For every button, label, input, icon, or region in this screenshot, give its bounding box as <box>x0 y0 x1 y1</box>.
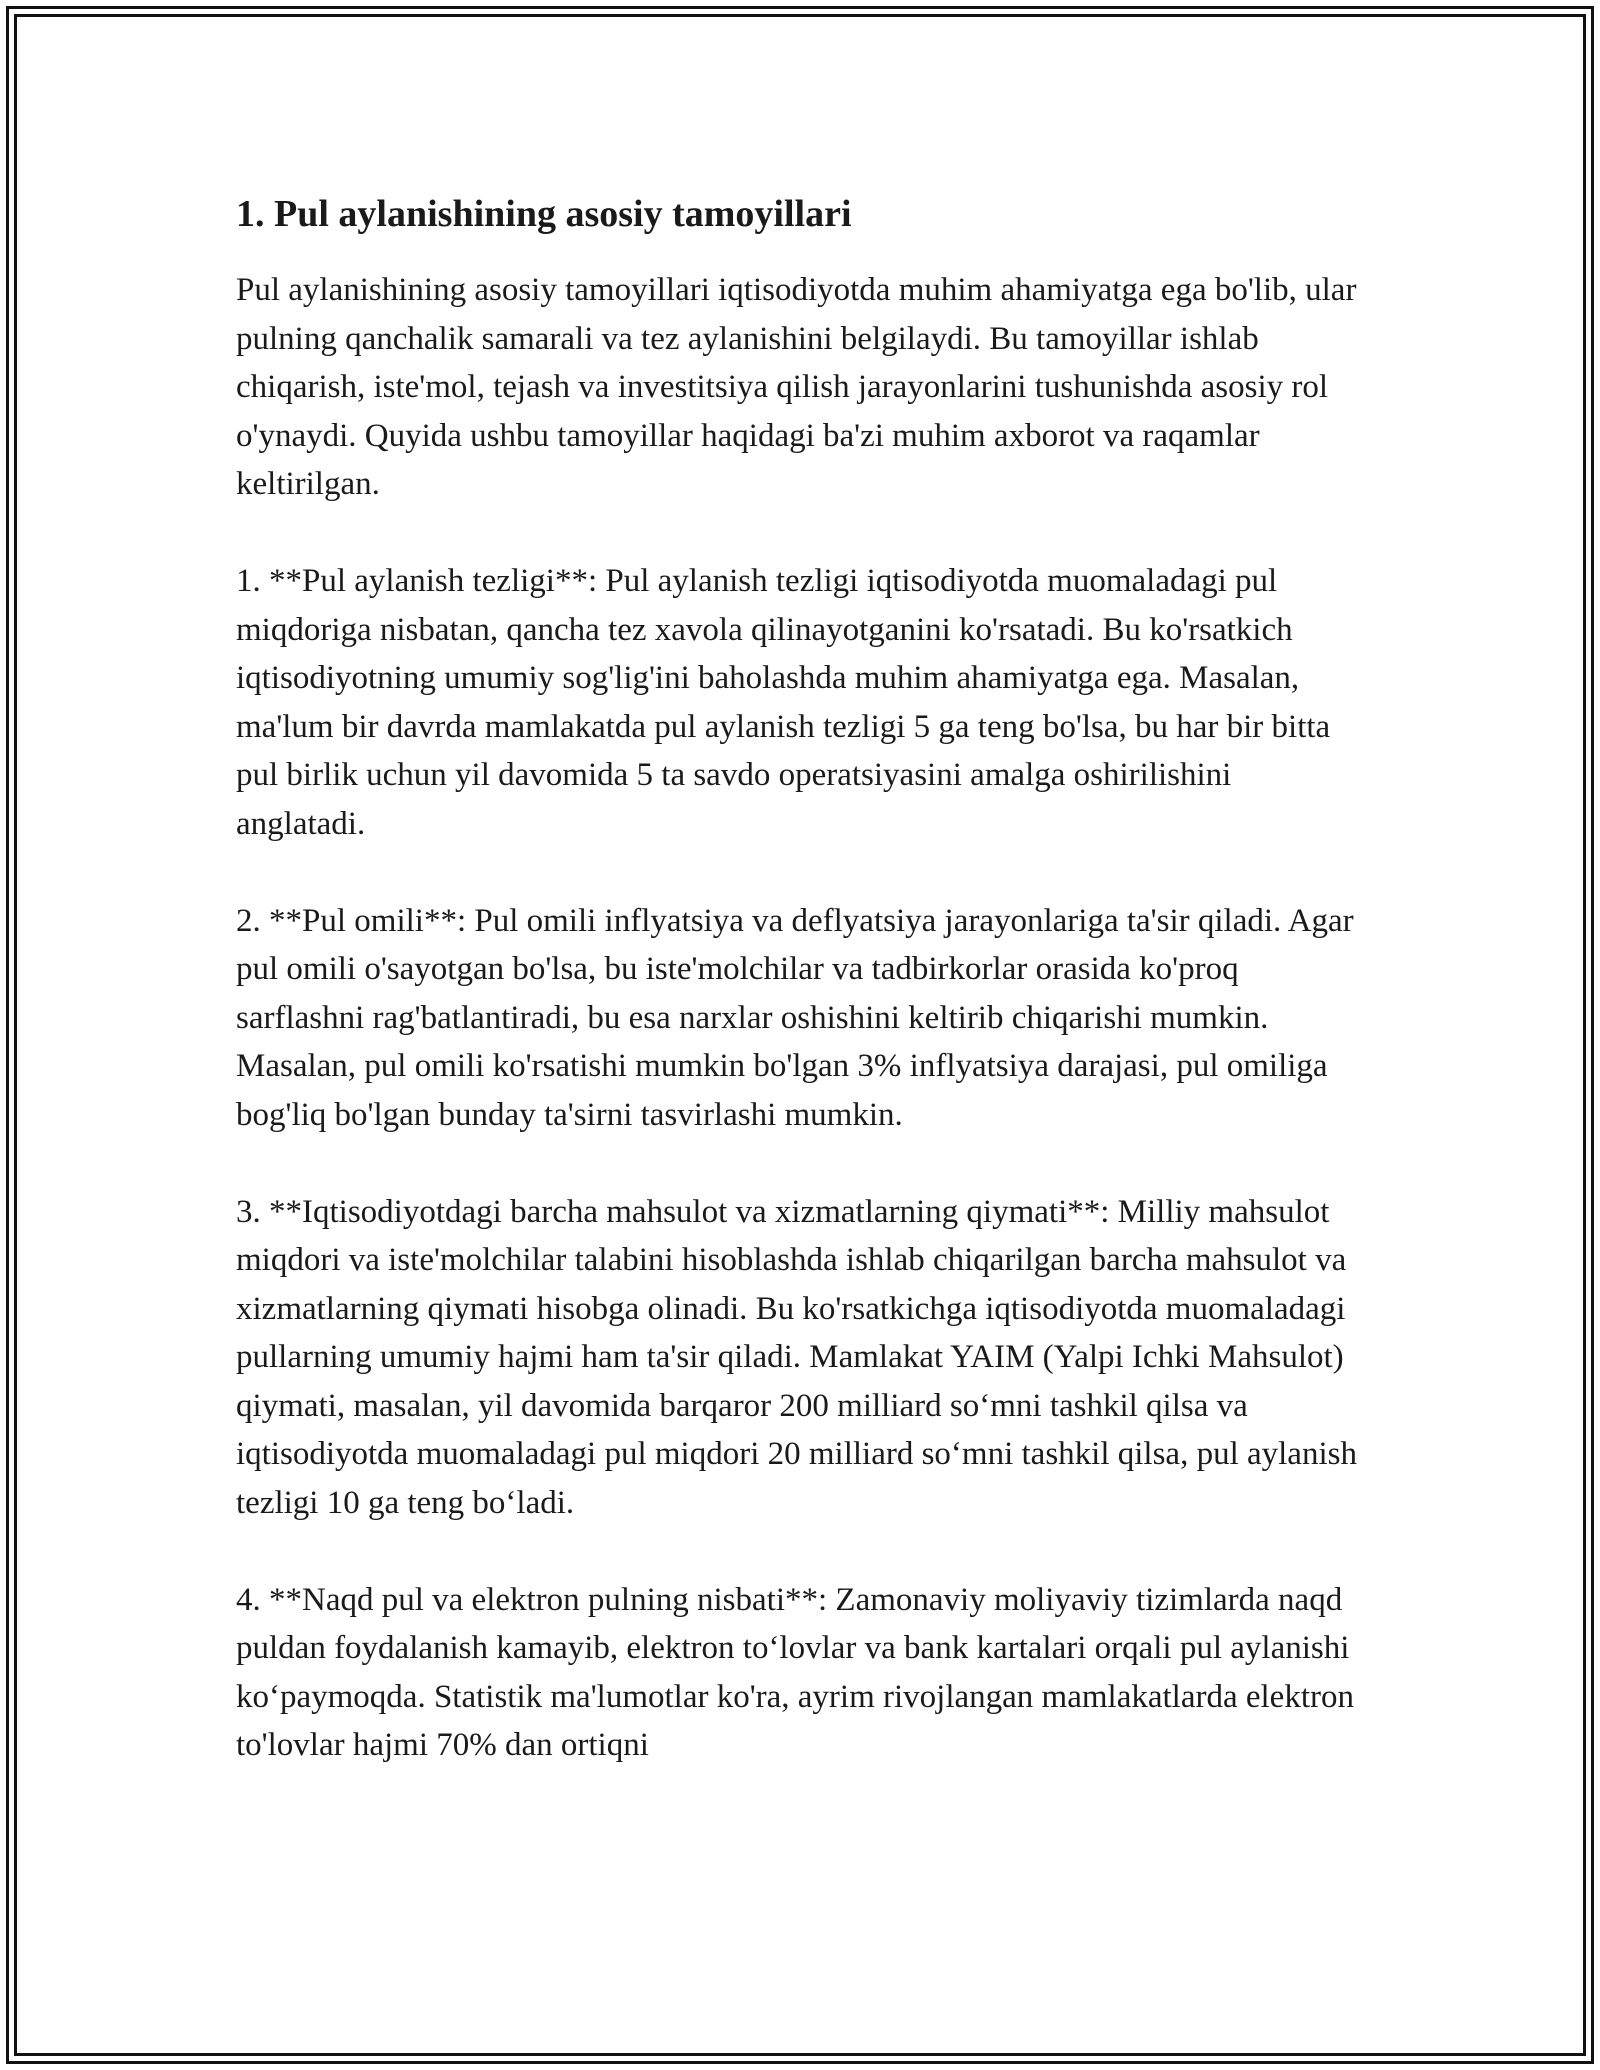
paragraph-intro: Pul aylanishining asosiy tamoyillari iqtisodiyotda muhim ahamiyatga ega bo'lib, ular pulning qanchalik samarali va tez aylanishini belgilaydi. Bu tamoyillar ishlab chiqarish, iste'mol, tejash va investitsiya qilish jarayonlarini tushunishda asosiy rol o'ynaydi. Quyida ushbu tamoyillar haqidagi ba'zi muhim axborot va raqamlar keltirilgan. <box>236 272 1357 502</box>
paragraph-products-value: 3. **Iqtisodiyotdagi barcha mahsulot va xizmatlarning qiymati**: Milliy mahsulot miqdori va iste'molchilar talabini hisoblashda ishlab chiqarilgan barcha mahsulot va xizmatlarning qiymati hisobga olinadi. Bu ko'rsatkichga iqtisodiyotda muomaladagi pullarning umumiy hajmi ham ta'sir qiladi. Mamlakat YAIM (Yalpi Ichki Mahsulot) qiymati, masalan, yil davomida barqaror 200 milliard so‘mni tashkil qilsa va iqtisodiyotda muomaladagi pul miqdori 20 milliard so‘mni tashkil qilsa, pul aylanish tezligi 10 ga teng bo‘ladi. <box>236 1193 1357 1521</box>
paragraph-cash-electronic: 4. **Naqd pul va elektron pulning nisbati**: Zamonaviy moliyaviy tizimlarda naqd puldan foydalanish kamayib, elektron to‘lovlar va bank kartalari orqali pul aylanishi ko‘paymoqda. Statistik ma'lumotlar ko'ra, ayrim rivojlangan mamlakatlarda elektron to'lovlar hajmi 70% dan ortiqni <box>236 1581 1354 1763</box>
paragraph-money-factor: 2. **Pul omili**: Pul omili inflyatsiya va deflyatsiya jarayonlariga ta'sir qiladi. Agar pul omili o'sayotgan bo'lsa, bu iste'molchilar va tadbirkorlar orasida ko'proq sarflashni rag'batlantiradi, bu esa narxlar oshishini keltirib chiqarishi mumkin. Masalan, pul omili ko'rsatishi mumkin bo'lgan 3% inflyatsiya darajasi, pul omiliga bog'liq bo'lgan bunday ta'sirni tasvirlashi mumkin. <box>236 902 1354 1133</box>
paragraph-velocity: 1. **Pul aylanish tezligi**: Pul aylanish tezligi iqtisodiyotda muomaladagi pul miqdoriga nisbatan, qancha tez xavola qilinayotganini ko'rsatadi. Bu ko'rsatkich iqtisodiyotning umumiy sog'lig'ini baholashda muhim ahamiyatga ega. Masalan, ma'lum bir davrda mamlakatda pul aylanish tezligi 5 ga teng bo'lsa, bu har bir bitta pul birlik uchun yil davomida 5 ta savdo operatsiyasini amalga oshirilishini anglatadi. <box>236 563 1331 842</box>
section-heading: 1. Pul aylanishining asosiy tamoyillari <box>236 193 852 235</box>
document-body <box>236 188 1366 1770</box>
